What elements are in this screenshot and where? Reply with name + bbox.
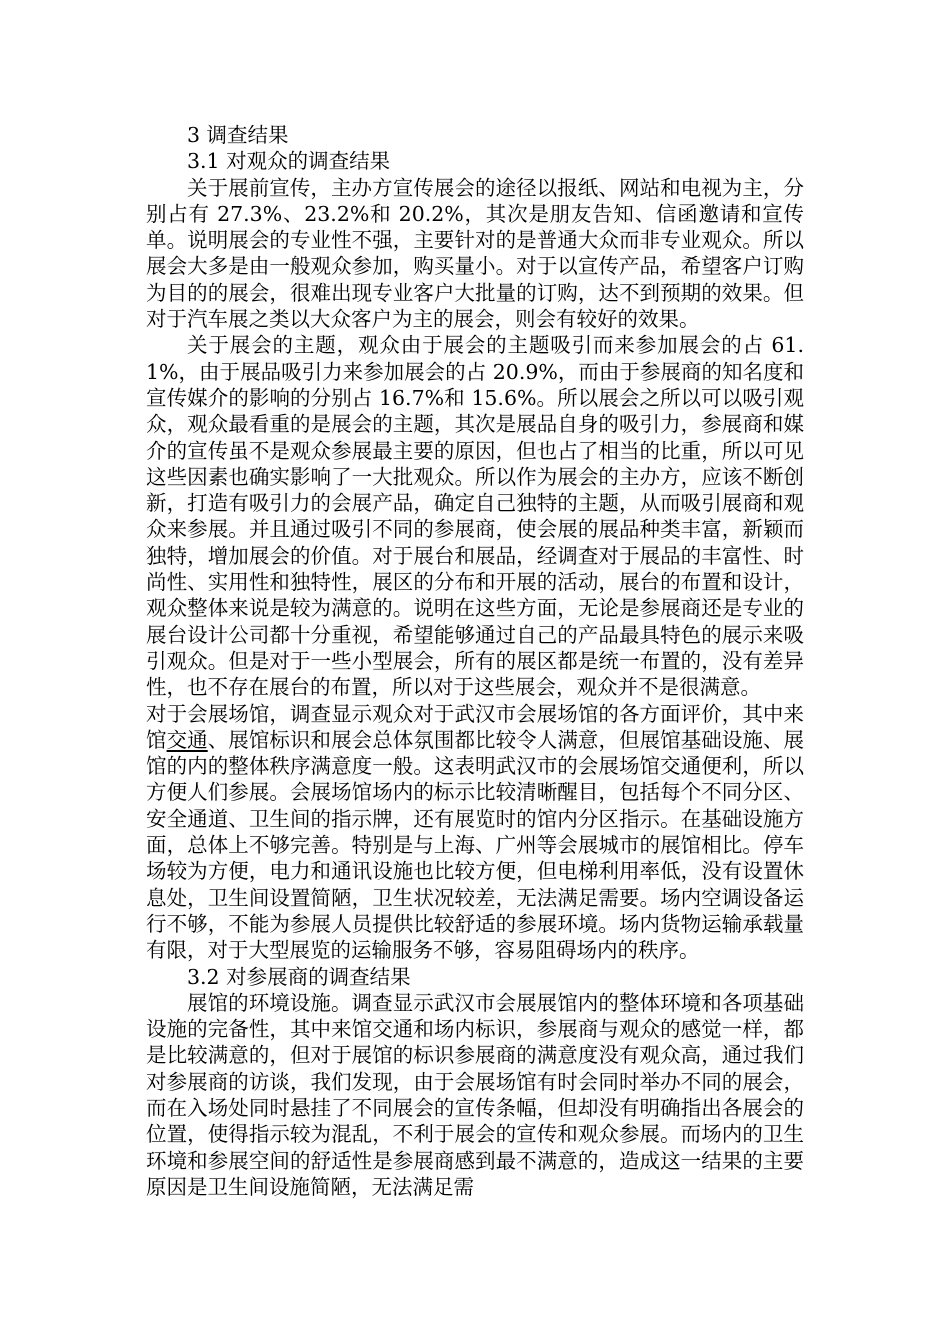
paragraph-promotion: 关于展前宣传，主办方宣传展会的途径以报纸、网站和电视为主，分别占有 27.3%、23.2%和 20.2%，其次是朋友告知、信函邀请和宣传单。说明展会的专业性不强，主要针对的是普通大众而非专业观众。所以展会大多是由一般观众参加，购买量小。对于以宣传产品，希望客户订购为目的的展会，很难出现专业客户大批量的订购，达不到预期的效果。但对于汽车展之类以大众客户为主的展会，则会有较好的效果。 [146,175,804,332]
traffic-link[interactable]: 交通 [166,727,208,752]
document-page [146,122,804,1200]
paragraph-venue-text-end: 、展馆标识和展会总体氛围都比较令人满意，但展馆基础设施、展馆的内的整体秩序满意度一般。这表明武汉市的会展场馆交通便利，所以方便人们参展。会展场馆场内的标示比较清晰醒目，包括每个不同分区、安全通道、卫生间的指示牌，还有展览时的馆内分区指示。在基础设施方面，总体上不够完善。特别是与上海、广州等会展城市的展馆相比。停车场较为方便，电力和通讯设施也比较方便，但电梯利用率低，没有设置休息处，卫生间设置简陋，卫生状况较差，无法满足需要。场内空调设备运行不够，不能为参展人员提供比较舒适的参展环境。场内货物运输承载量有限，对于大型展览的运输服务不够，容易阻碍场内的秩序。 [146,727,805,963]
subsection-title-exhibitors: 3.2 对参展商的调查结果 [187,964,411,989]
paragraph-venue-text-start: 对于会展场馆，调查显示观众对于武汉市会展场馆的各方面评价，其中来馆 [146,701,804,752]
subsection-title-audience: 3.1 对观众的调查结果 [187,149,391,174]
paragraph-theme: 关于展会的主题，观众由于展会的主题吸引而来参加展会的占 61.1%，由于展品吸引力来参加展会的占 20.9%，而由于参展商的知名度和宣传媒介的影响的分别占 16.7%和 15.6%。所以展会之所以可以吸引观众，观众最看重的是展会的主题，其次是展品自身的吸引力，参展商和媒介的宣传虽不是观众参展最主要的原因，但也占了相当的比重，所以可见这些因素也确实影响了一大批观众。所以作为展会的主办方，应该不断创新，打造有吸引力的会展产品，确定自己独特的主题，从而吸引展商和观众来参展。并且通过吸引不同的参展商，使会展的展品种类丰富，新颖而独特，增加展会的价值。对于展台和展品，经调查对于展品的丰富性、时尚性、实用性和独特性，展区的分布和开展的活动，展台的布置和设计，观众整体来说是较为满意的。说明在这些方面，无论是参展商还是专业的展台设计公司都十分重视，希望能够通过自己的产品最具特色的展示来吸引观众。但是对于一些小型展会，所有的展区都是统一布置的，没有差异性，也不存在展台的布置，所以对于这些展会，观众并不是很满意。 [146,333,804,700]
paragraph-environment: 展馆的环境设施。调查显示武汉市会展展馆内的整体环境和各项基础设施的完备性，其中来馆交通和场内标识，参展商与观众的感觉一样，都是比较满意的，但对于展馆的标识参展商的满意度没有观众高，通过我们对参展商的访谈，我们发现，由于会展场馆有时会同时举办不同的展会，而在入场处同时悬挂了不同展会的宣传条幅，但却没有明确指出各展会的位置，使得指示较为混乱，不利于展会的宣传和观众参展。而场内的卫生环境和参展空间的舒适性是参展商感到最不满意的，造成这一结果的主要原因是卫生间设施简陋，无法满足需 [146,990,804,1199]
paragraph-venue [146,701,804,964]
section-title: 3 调查结果 [187,123,289,147]
